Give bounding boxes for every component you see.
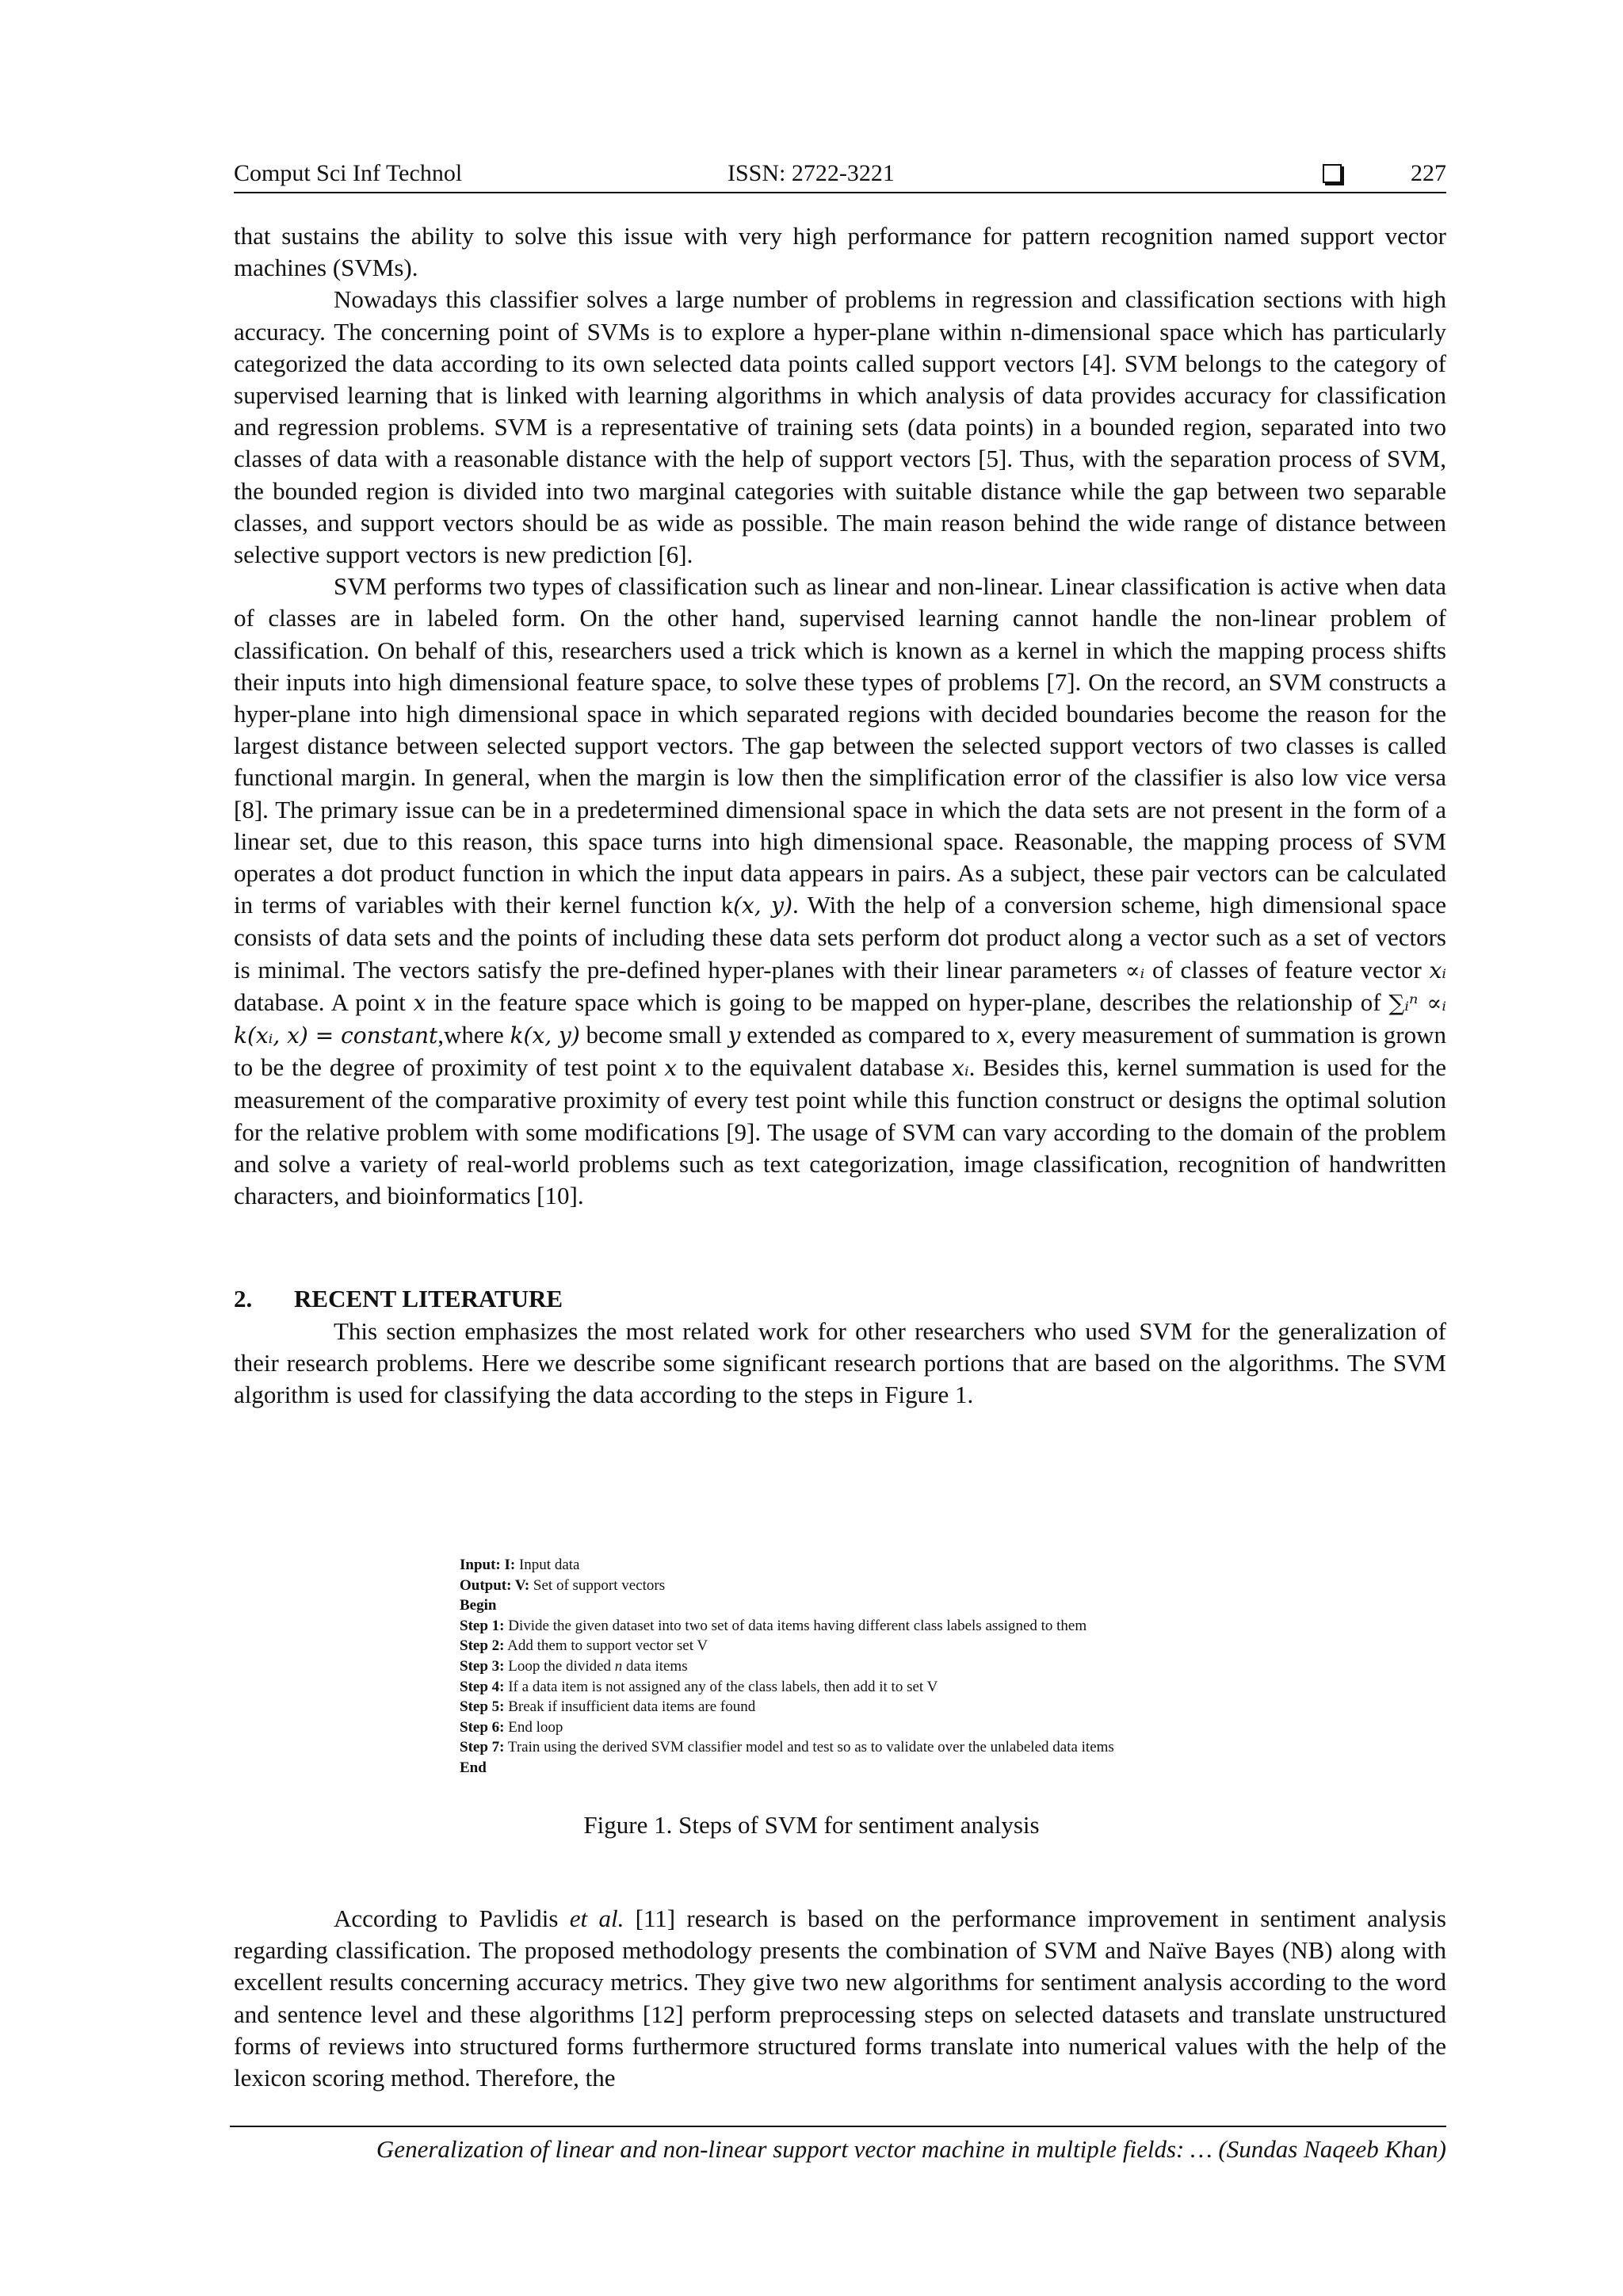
- math-x: x: [413, 989, 426, 1016]
- algorithm-box: [460, 1555, 1252, 1778]
- algo-step: Step 5: Break if insufficient data items are found: [460, 1698, 756, 1716]
- figure-caption: Figure 1. Steps of SVM for sentiment analysis: [583, 1811, 1040, 1839]
- paragraph: This section emphasizes the most related work for other researchers who used SVM for the generalization of their research problems. Here we describe some significant research portions that are based on the algorithms. The SVM algorithm is used for classifying the data according to the steps in Figure 1.: [234, 1316, 1446, 1408]
- paragraph: SVM performs two types of classification such as linear and non-linear. Linear classification is active when data of classes are in labeled form. On the other hand, supervised learning cannot handle the non-linear problem of classification. On behalf of this, researchers used a trick which is known as a kernel in which the mapping process shifts their inputs into high dimensional feature space, to solve these types of problems [7]. On the record, an SVM constructs a hyper-plane into high dimensional space in which separated regions with decided boundaries become the reason for the largest distance between selected support vectors. The gap between the selected support vectors of two classes is called functional margin. In general, when the margin is low then the simplification error of the classifier is also low vice versa [8]. The primary issue can be in a predetermined dimensional space in which the data sets are not present in the form of a linear set, due to this reason, this space turns into high dimensional space. Reasonable, the mapping process of SVM operates a dot product function in which the input data appears in pairs. As a subject, these pair vectors can be calculated in terms of variables with their kernel function k(x, y). With the help of a conversion scheme, high dimensional space consists of data sets and the points of including these data sets perform dot product along a vector such as a set of vectors is minimal. The vectors satisfy the pre-defined hyper-planes with their linear parameters ∝ᵢ of classes of feature vector xᵢ database. A point x in the feature space which is going to be mapped on hyper-plane, describes the relationship of ∑ᵢⁿ ∝ᵢ k(xᵢ, x) = constant,where k(x, y) become small y extended as compared to x, every measurement of summation is grown to be the degree of proximity of test point x to the equivalent database xᵢ. Besides this, kernel summation is used for the measurement of the comparative proximity of every test point while this function construct or designs the optimal solution for the relative problem with some modifications [9]. The usage of SVM can vary according to the domain of the problem and solve a variety of real-world problems such as text categorization, image classification, recognition of handwritten characters, and bioinformatics [10].: [234, 572, 1447, 1210]
- algo-end: End: [460, 1759, 487, 1776]
- math-xi: xᵢ: [1429, 957, 1446, 984]
- algo-input: Input: I: Input data: [460, 1557, 580, 1573]
- math-x: x: [996, 1022, 1010, 1049]
- algo-step: Step 7: Train using the derived SVM classifier model and test so as to validate over the unlabeled data items: [460, 1739, 1114, 1756]
- math-xi: xᵢ: [952, 1055, 969, 1082]
- algo-step: Step 6: End loop: [460, 1718, 563, 1736]
- page-header: [234, 155, 1446, 193]
- algo-output: Output: V: Set of support vectors: [460, 1576, 666, 1594]
- main-text-continued: [234, 1903, 1446, 2094]
- math-kxy: (x, y): [733, 892, 793, 919]
- math-y: y: [727, 1022, 741, 1049]
- page-number: 227: [1411, 160, 1446, 186]
- paragraph: Nowadays this classifier solves a large number of problems in regression and classification sections with high accuracy. The concerning point of SVMs is to explore a hyper-plane within n-dimensional space which has particularly categorized the data according to its own selected data points called support vectors [4]. SVM belongs to the category of supervised learning that is linked with learning algorithms in which analysis of data provides accuracy for classification and regression problems. SVM is a representative of training sets (data points) in a bounded region, separated into two classes of data with a reasonable distance with the help of support vectors [5]. Thus, with the separation process of SVM, the bounded region is divided into two marginal categories with suitable distance while the gap between two separable classes, and support vectors should be as wide as possible. The main reason behind the wide range of distance between selective support vectors is new prediction [6].: [234, 285, 1446, 569]
- page-footer: Generalization of linear and non-linear support vector machine in multiple fields: … (Sundas Naqeeb Khan): [230, 2126, 1446, 2165]
- paragraph: that sustains the ability to solve this issue with very high performance for pattern recognition named support vector machines (SVMs).: [234, 222, 1446, 282]
- math-x: x: [664, 1055, 678, 1082]
- algo-step: Step 3: Loop the divided n data items: [460, 1657, 688, 1675]
- journal-name: Comput Sci Inf Technol: [234, 160, 463, 186]
- et-al: et al.: [569, 1904, 624, 1932]
- square-box-icon: [1323, 164, 1342, 183]
- algo-step: Step 1: Divide the given dataset into two set of data items having different class labels assigned to them: [460, 1617, 1087, 1634]
- math-summation: ∑ᵢⁿ ∝ᵢ k(xᵢ, x) = constant: [234, 989, 1446, 1049]
- main-text: [234, 220, 1446, 1411]
- algo-step: Step 4: If a data item is not assigned any of the class labels, then add it to set V: [460, 1678, 938, 1695]
- math-kxy: k(x, y): [510, 1022, 580, 1049]
- section-heading: 2. RECENT LITERATURE: [234, 1285, 563, 1313]
- math-alpha: ∝ᵢ: [1125, 957, 1145, 984]
- paragraph: According to Pavlidis et al. [11] research is based on the performance improvement in sentiment analysis regarding classification. The proposed methodology presents the combination of SVM and Naïve Bayes (NB) along with excellent results concerning accuracy metrics. They give two new algorithms for sentiment analysis according to the word and sentence level and these algorithms [12] perform preprocessing steps on selected datasets and translate unstructured forms of reviews into structured forms furthermore structured forms translate into numerical values with the help of the lexicon scoring method. Therefore, the: [234, 1904, 1446, 2092]
- issn: ISSN: 2722-3221: [727, 160, 895, 186]
- algo-begin: Begin: [460, 1597, 497, 1614]
- algo-step: Step 2: Add them to support vector set V: [460, 1637, 708, 1655]
